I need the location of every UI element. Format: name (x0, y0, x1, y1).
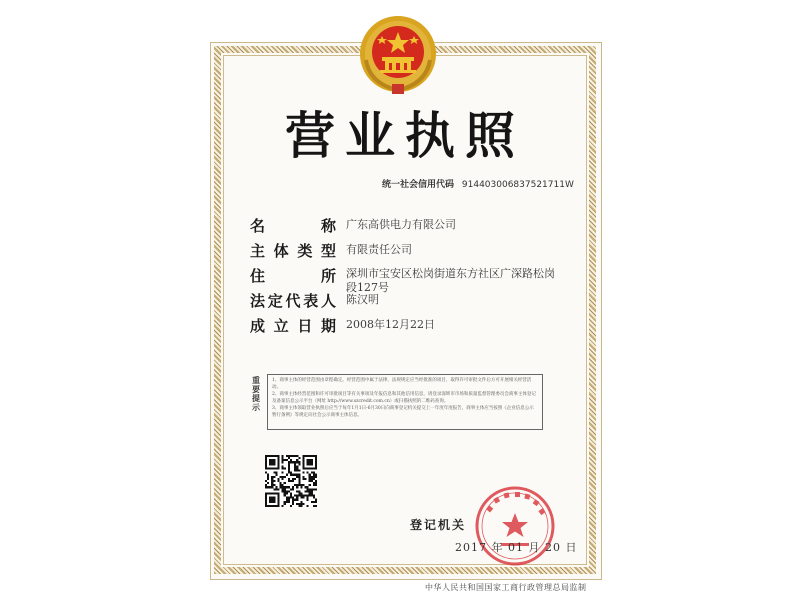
issuer-footer: 中华人民共和国国家工商行政管理总局监制 (425, 583, 587, 592)
credit-code-line (382, 177, 574, 190)
important-notice-box (247, 374, 543, 430)
issue-date: 2017 年 01 月 20 日 (455, 541, 578, 554)
field-value: 2008年12月22日 (346, 318, 435, 331)
field-label: 主 体 类 型 (250, 242, 336, 260)
authority-label: 登记机关 (410, 518, 467, 532)
qr-code-icon[interactable] (265, 455, 317, 507)
field-value: 陈汉明 (346, 293, 379, 306)
field-value: 广东高供电力有限公司 (346, 218, 456, 231)
credit-code-value: 914403006837521711W (461, 180, 574, 190)
field-label: 住 所 (250, 267, 336, 285)
field-label: 法 定 代 表 人 (250, 292, 336, 310)
credit-code-label: 统一社会信用代码 (382, 180, 455, 190)
notice-item: 1、商事主体的经营范围由章程确定。经营范围中属于法律、法规规定应当经批准的项目，取得许可审批文件后方可开展相关经营活动。 (272, 378, 532, 390)
notice-item: 3、商事主体领取营业执照后应当于每年1月1日-6月30日向商事登记机关提交上一年度年度报告，商事主体应当按照《企业信息公示暂行条例》等规定向社会公示商事主体信息。 (272, 406, 534, 418)
field-value: 深圳市宝安区松岗街道东方社区广深路松岗段127号 (346, 267, 555, 294)
field-label: 名 称 (250, 217, 336, 235)
national-emblem-icon (356, 10, 440, 94)
field-label: 成 立 日 期 (250, 317, 336, 335)
certificate-title: 营业执照 (285, 107, 525, 165)
registration-authority (410, 516, 466, 533)
notice-item: 2、商事主体经营范围和许可审批项目等有关事项及年报信息和其他信用信息，请登录深圳市市场和质量监督管理委员会商事主体登记及备案信息公示平台（网址 http://www.szcredit.com.cn）或扫描执照的二维码查询。 (272, 392, 536, 404)
field-value: 有限责任公司 (346, 243, 412, 256)
notice-body (267, 374, 543, 430)
notice-side-label: 重 要 提 示 (252, 375, 260, 412)
